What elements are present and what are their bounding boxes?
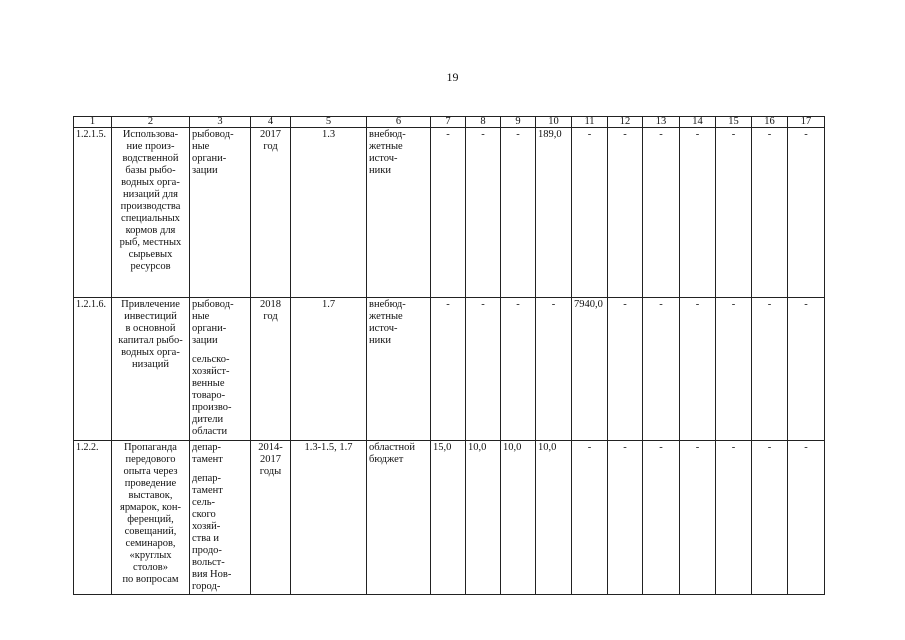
- measure-name-line: производства: [120, 201, 181, 212]
- funding-source-line: ники: [369, 335, 391, 346]
- executor-line: тамент: [192, 454, 223, 465]
- executor-line: ные: [192, 311, 210, 322]
- value-col-7: -: [431, 298, 466, 441]
- value-col-17: -: [788, 298, 825, 441]
- value-col-13: -: [643, 128, 680, 298]
- value-col-9: -: [501, 128, 536, 298]
- executor-gap: [192, 347, 248, 354]
- measure-name-line: кормов для: [125, 225, 176, 236]
- executor-line: зации: [192, 165, 218, 176]
- funding-source-line: ники: [369, 165, 391, 176]
- executor: [190, 441, 251, 595]
- co-executor-line: вольст-: [192, 557, 225, 568]
- header-cell-16: 16: [752, 117, 788, 128]
- header-cell-1: 1: [74, 117, 112, 128]
- funding-source: [367, 128, 431, 298]
- header-cell-17: 17: [788, 117, 825, 128]
- header-cell-5: 5: [291, 117, 367, 128]
- value-col-15: -: [716, 298, 752, 441]
- co-executor-line: сельско-: [192, 354, 230, 365]
- co-executor-line: тамент: [192, 485, 223, 496]
- co-executor-line: город-: [192, 581, 221, 592]
- value-col-11: 7940,0: [572, 298, 608, 441]
- value-col-8: -: [466, 128, 501, 298]
- term-line: 2017: [260, 129, 281, 140]
- measure-name-line: Использова-: [122, 129, 179, 140]
- funding-source: [367, 441, 431, 595]
- measure-name-line: ресурсов: [130, 261, 171, 272]
- row-id: 1.2.2.: [74, 441, 112, 595]
- term: [251, 298, 291, 441]
- table-row: [74, 441, 825, 595]
- header-cell-15: 15: [716, 117, 752, 128]
- co-executor-line: хозяй-: [192, 521, 221, 532]
- funding-source-line: жетные: [369, 311, 403, 322]
- term: [251, 128, 291, 298]
- value-col-12: -: [608, 128, 643, 298]
- measure-name-line: инвестиций: [124, 311, 177, 322]
- page-number: 19: [446, 70, 459, 84]
- co-executor-line: области: [192, 426, 228, 437]
- executor-line: рыбовод-: [192, 299, 234, 310]
- co-executor-line: дители: [192, 414, 224, 425]
- measure-name-line: рыб, местных: [119, 237, 182, 248]
- measure-name-line: в основной: [125, 323, 176, 334]
- measure-name: [112, 128, 190, 298]
- measure-name-line: совещаний,: [124, 526, 177, 537]
- measure-name-line: водных орга-: [121, 347, 180, 358]
- term-line: 2018: [260, 299, 281, 310]
- value-col-15: -: [716, 128, 752, 298]
- value-col-8: -: [466, 298, 501, 441]
- header-cell-6: 6: [367, 117, 431, 128]
- value-col-9: -: [501, 298, 536, 441]
- measure-name-line: опыта через: [123, 466, 178, 477]
- table-row: [74, 128, 825, 298]
- co-executor-line: ства и: [192, 533, 219, 544]
- header-cell-10: 10: [536, 117, 572, 128]
- measure-name-line: водственной: [122, 153, 179, 164]
- header-cell-3: 3: [190, 117, 251, 128]
- header-cell-4: 4: [251, 117, 291, 128]
- value-col-8: 10,0: [466, 441, 501, 595]
- co-executor-line: хозяйст-: [192, 366, 230, 377]
- value-col-11: -: [572, 128, 608, 298]
- executor-line: депар-: [192, 442, 222, 453]
- measure-name-line: семинаров,: [125, 538, 176, 549]
- measure-name-line: ярмарок, кон-: [120, 502, 181, 513]
- value-col-11: -: [572, 441, 608, 595]
- measure-name-line: выставок,: [128, 490, 173, 501]
- target-indicator: 1.3-1.5, 1.7: [291, 441, 367, 595]
- measure-name-line: столов»: [133, 562, 168, 573]
- term-line: год: [263, 311, 278, 322]
- executor-line: ные: [192, 141, 210, 152]
- co-executor-line: венные: [192, 378, 225, 389]
- co-executor-line: депар-: [192, 473, 222, 484]
- header-cell-12: 12: [608, 117, 643, 128]
- header-cell-11: 11: [572, 117, 608, 128]
- executor-line: рыбовод-: [192, 129, 234, 140]
- value-col-16: -: [752, 128, 788, 298]
- co-executor-line: вия Нов-: [192, 569, 232, 580]
- funding-source-line: внебюд-: [369, 129, 406, 140]
- funding-source-line: жетные: [369, 141, 403, 152]
- funding-source: [367, 298, 431, 441]
- header-cell-9: 9: [501, 117, 536, 128]
- value-col-17: -: [788, 128, 825, 298]
- value-col-14: -: [680, 128, 716, 298]
- funding-source-line: бюджет: [369, 454, 404, 465]
- measure-name-line: базы рыбо-: [125, 165, 176, 176]
- funding-source-line: внебюд-: [369, 299, 406, 310]
- executor-line: зации: [192, 335, 218, 346]
- header-cell-8: 8: [466, 117, 501, 128]
- measure-name-line: сырьевых: [128, 249, 173, 260]
- measure-name-line: низаций: [132, 359, 169, 370]
- measure-name: [112, 441, 190, 595]
- co-executor-line: сель-: [192, 497, 215, 508]
- measure-name-line: ние произ-: [126, 141, 175, 152]
- row-id: 1.2.1.6.: [74, 298, 112, 441]
- value-col-9: 10,0: [501, 441, 536, 595]
- value-col-14: -: [680, 298, 716, 441]
- executor-gap: [192, 466, 248, 473]
- co-executor-line: ского: [192, 509, 216, 520]
- term-line: 2014-: [258, 442, 283, 453]
- executor: [190, 298, 251, 441]
- funding-source-line: областной: [369, 442, 415, 453]
- co-executor-line: продо-: [192, 545, 222, 556]
- co-executor-line: товаро-: [192, 390, 226, 401]
- value-col-10: -: [536, 298, 572, 441]
- value-col-10: 10,0: [536, 441, 572, 595]
- measure-name-line: Пропаганда: [124, 442, 177, 453]
- measure-name-line: «круглых: [129, 550, 172, 561]
- measure-name-line: проведение: [124, 478, 177, 489]
- value-col-13: -: [643, 441, 680, 595]
- measure-name-line: капитал рыбо-: [118, 335, 183, 346]
- measure-name-line: передового: [125, 454, 176, 465]
- header-row: [74, 117, 825, 128]
- value-col-17: -: [788, 441, 825, 595]
- value-col-16: -: [752, 441, 788, 595]
- value-col-12: -: [608, 298, 643, 441]
- value-col-12: -: [608, 441, 643, 595]
- value-col-7: 15,0: [431, 441, 466, 595]
- measure-name-line: низаций для: [123, 189, 178, 200]
- term-line: годы: [259, 466, 282, 477]
- term-line: 2017: [260, 454, 281, 465]
- term: [251, 441, 291, 595]
- co-executor-line: произво-: [192, 402, 232, 413]
- header-cell-7: 7: [431, 117, 466, 128]
- executor: [190, 128, 251, 298]
- target-indicator: 1.7: [291, 298, 367, 441]
- value-col-13: -: [643, 298, 680, 441]
- funding-source-line: источ-: [369, 323, 398, 334]
- target-indicator: 1.3: [291, 128, 367, 298]
- header-cell-2: 2: [112, 117, 190, 128]
- funding-source-line: источ-: [369, 153, 398, 164]
- value-col-14: -: [680, 441, 716, 595]
- measure-name-line: ференций,: [127, 514, 174, 525]
- executor-line: органи-: [192, 323, 227, 334]
- header-cell-14: 14: [680, 117, 716, 128]
- value-col-16: -: [752, 298, 788, 441]
- measure-name-line: специальных: [121, 213, 180, 224]
- measure-name: [112, 298, 190, 441]
- value-col-7: -: [431, 128, 466, 298]
- value-col-10: 189,0: [536, 128, 572, 298]
- value-col-15: -: [716, 441, 752, 595]
- measure-name-line: Привлечение: [121, 299, 180, 310]
- measure-name-line: водных орга-: [121, 177, 180, 188]
- term-line: год: [263, 141, 278, 152]
- program-table: [73, 116, 825, 595]
- header-cell-13: 13: [643, 117, 680, 128]
- executor-line: органи-: [192, 153, 227, 164]
- row-id: 1.2.1.5.: [74, 128, 112, 298]
- measure-name-line: по вопросам: [122, 574, 179, 585]
- table-row: [74, 298, 825, 441]
